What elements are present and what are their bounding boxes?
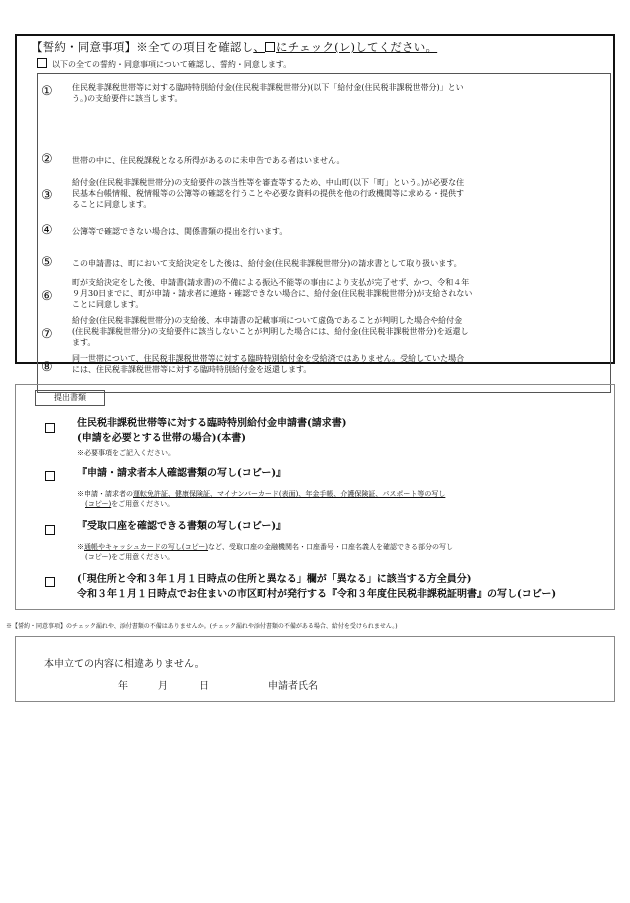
item-number: ⑤ [41,255,53,270]
agree-all-label: 以下の全ての誓約・同意事項について確認し、誓約・同意します。 [52,60,292,69]
item-number: ⑥ [41,289,53,304]
document-checkbox-bank-copy[interactable] [45,525,55,535]
agree-all-checkbox[interactable] [37,58,47,68]
inline-checkbox-icon [265,42,275,52]
footnote: ※【誓約・同意事項】のチェック漏れや、添付書類の不備はありませんか。(チェック漏れや添付書類の不備がある場合、給付を受けられません。) [6,623,398,630]
consent-title-instruction: 、 にチェック(レ)してください。 [253,40,438,54]
year-label: 年 [118,681,128,692]
consent-title [31,39,437,55]
document-checkbox-application[interactable] [45,423,55,433]
item-number: ② [41,152,53,167]
applicant-name-label: 申請者氏名 [268,681,318,692]
document-checkbox-id-copy[interactable] [45,471,55,481]
consent-section [15,34,615,375]
consent-title-prefix: 【誓約・同意事項】※全ての項目を確認し [31,40,254,54]
agree-all-row [37,58,291,70]
documents-section: 提出書類 住民税非課税世帯等に対する臨時特別給付金申請書(請求書) (申請を必要とする世帯の場合)(本書) ※必要事項をご記入ください。 『申請・請求者本人確認書類の写し(コピー)』 ※申請・請求者の運転免許証、健康保険証、マイナンバーカード(表面)、年金手帳、介護保険証、パスポート等の写し (コピー)をご用意ください。 『受取口座を確認できる書類の写し(コピー)』 ※通帳やキャッシュカードの写し(コピー)など、受取口座の金融機関名・口座番号・口座名義人を確認できる部分の写し (コピー)をご用意ください。 (「現住所と令和３年１月１日時点の住所と異なる」欄が「異なる」に該当する方全員分) 令和３年１月１日時点でお住まいの市区町村が発行する『令和３年度住民税非課税証明書』の写し(コピー) [15,384,615,610]
item-number: ① [41,84,53,99]
item-number: ③ [41,188,53,203]
documents-label: 提出書類 [35,390,105,406]
day-label: 日 [199,681,209,692]
item-number: ⑧ [41,360,53,375]
consent-items-box: ① 住民税非課税世帯等に対する臨時特別給付金(住民税非課税世帯分)(以下「給付金(住民税非課税世帯分)」とい う。)の支給要件に該当します。 ② 世帯の中に、住民税課税となる所得があるのに未申告である者はいません。 ③ 給付金(住民税非課税世帯分)の支給要件の該当性等を審査等するため、中山町(以下「町」という。)が必要な住 民基本台帳情報、税情報等の公簿等の確認を行うことや必要な資料の提供を他の行政機関等に求める・提供す ることに同意します。 ④ 公簿等で確認できない場合は、関係書類の提出を行います。 ⑤ この申請書は、町において支給決定をした後は、給付金(住民税非課税世帯分)の請求書として取り扱います。 ⑥ 町が支給決定をした後、申請書(請求書)の不備による振込不能等の事由により支払が完了せず、かつ、令和４年 ９月30日までに、町が申請・請求者に連絡・確認できない場合に、給付金(住民税非課税世帯分)が支給されない ことに同意します。 ⑦ 給付金(住民税非課税世帯分)の支給後、本申請書の記載事項について虚偽であることが判明した場合や給付金 (住民税非課税世帯分)の支給要件に該当しないことが判明した場合には、給付金(住民税非課税世帯分)を返還し ます。 ⑧ 同一世帯について、住民税非課税世帯等に対する臨時特別給付金を受給済ではありません。受給していた場合 には、住民税非課税世帯等に対する臨時特別給付金を返還します。 [37,73,611,393]
item-number: ⑦ [41,327,53,342]
item-number: ④ [41,223,53,238]
confirmation-section [15,636,615,702]
confirmation-statement: 本申立ての内容に相違ありません。 [44,659,205,670]
month-label: 月 [158,681,168,692]
document-checkbox-tax-certificate[interactable] [45,577,55,587]
